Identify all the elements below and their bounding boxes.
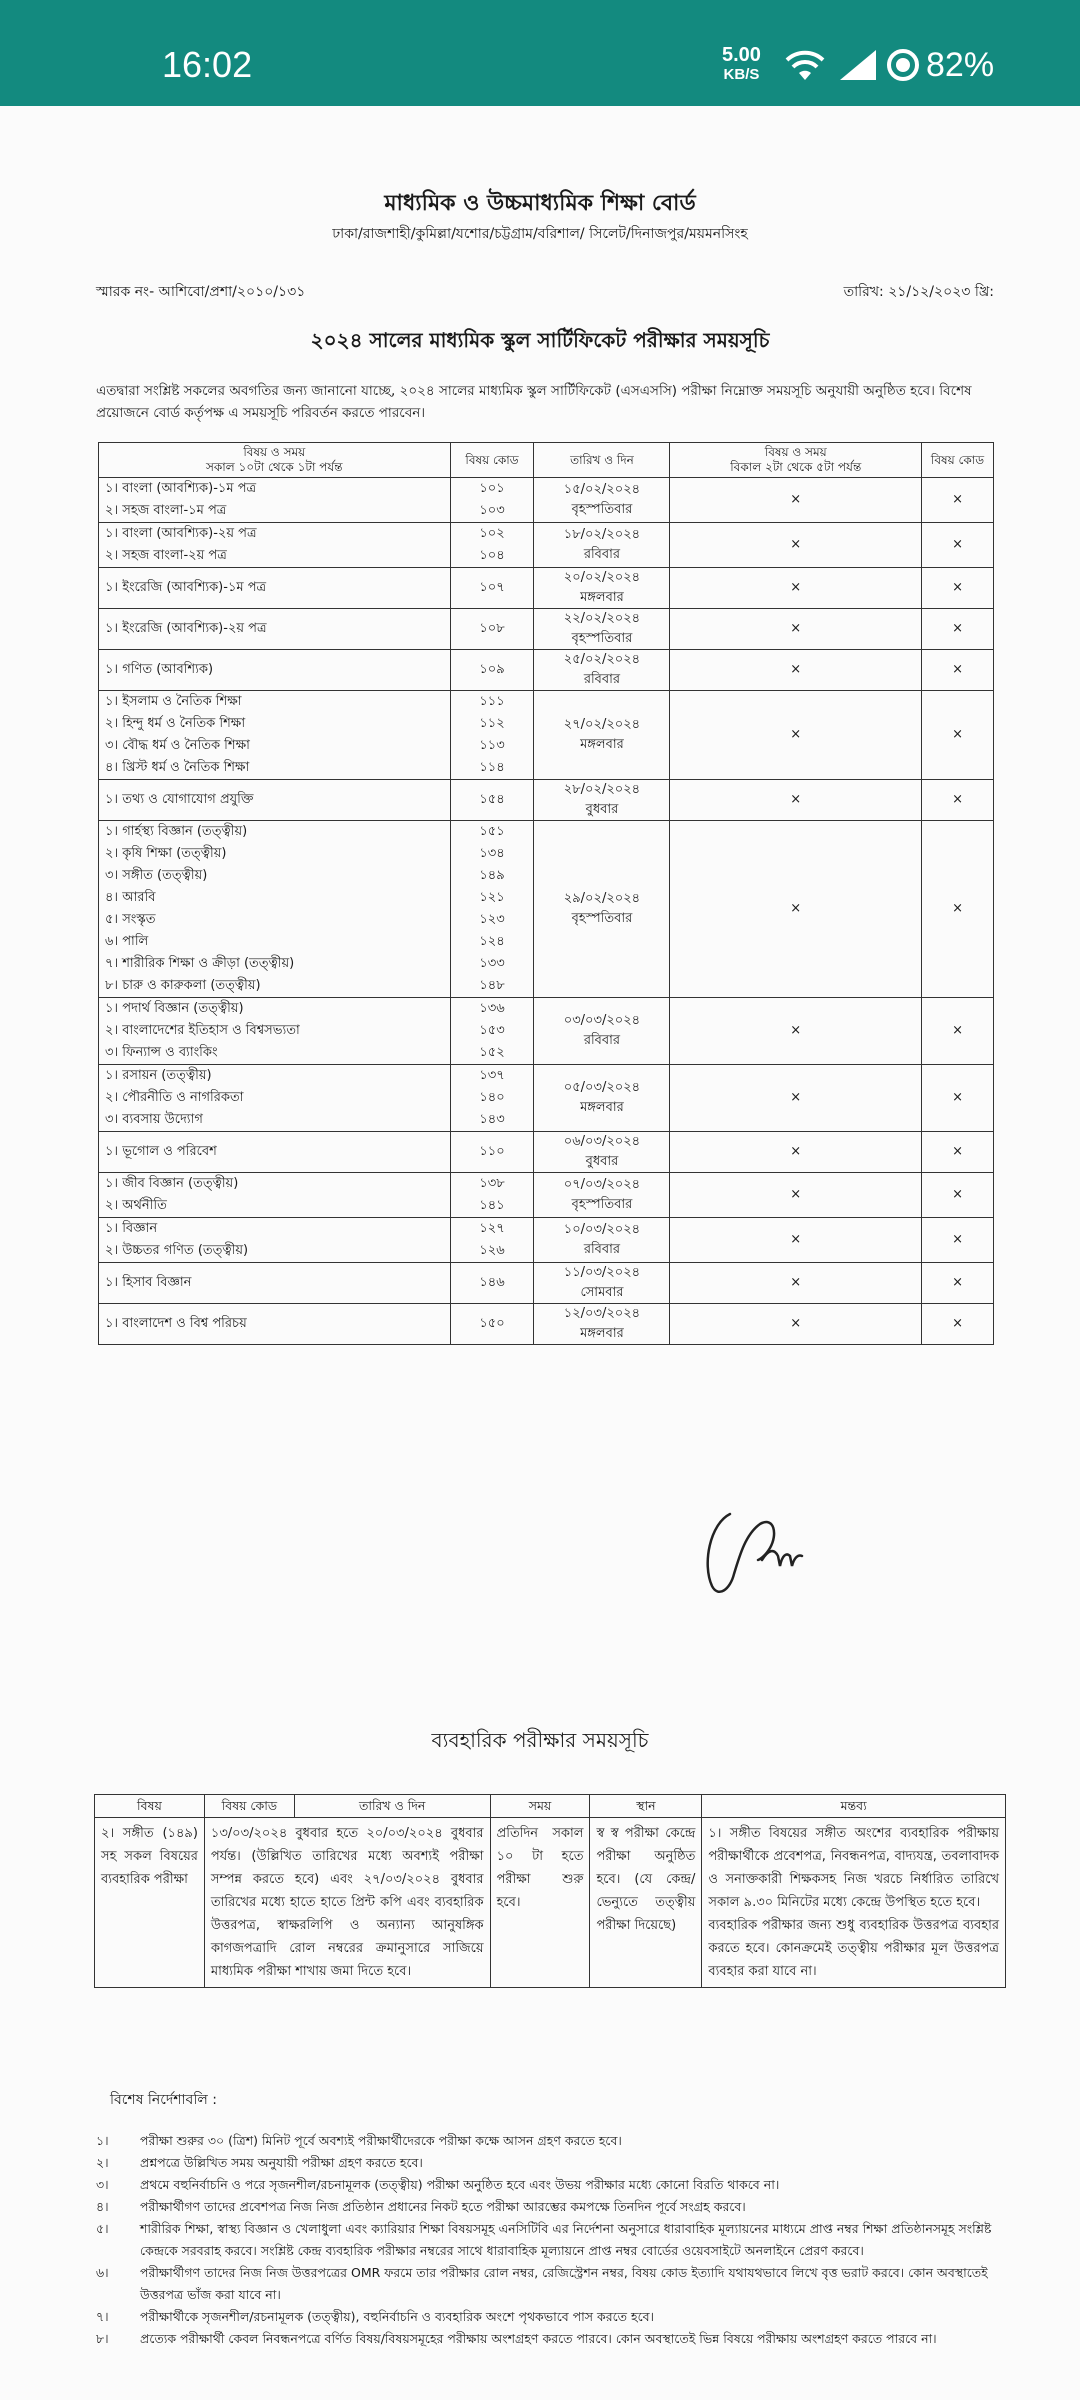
subject-code: ১০৪ (479, 548, 505, 563)
afternoon-subject: × (670, 998, 922, 1065)
schedule-row (99, 1218, 994, 1263)
subject-item: ৩। ফিন্যান্স ও ব্যাংকিং (105, 1045, 218, 1060)
schedule-codes (450, 691, 534, 780)
schedule-row (99, 523, 994, 568)
header-subject-label: বিষয় ও সময় (243, 445, 306, 459)
exam-day: রবিবার (583, 672, 621, 687)
subject-code: ১২৬ (479, 1243, 505, 1258)
practical-remarks-1: ১। সঙ্গীত বিষয়ের সঙ্গীত অংশের ব্যবহারিক পরীক্ষায় পরীক্ষার্থীকে প্রবেশপত্র, নিবন্ধনপত্র, বাদ্যযন্ত্র, তবলাবাদক ও সনাক্তকারী শিক্ষকসহ নিজ খরচে নির্ধারিত তারিখে সকাল ৯.৩০ মিনিটের মধ্যে কেন্দ্রে উপস্থিত হতে হবে। (708, 1826, 999, 1910)
exam-day: বৃহস্পতিবার (571, 1197, 633, 1212)
subject-code: ১০৭ (479, 580, 505, 595)
exam-date: ০৫/০৩/২০২৪ (563, 1080, 641, 1095)
subject-code: ১১১ (479, 694, 505, 709)
afternoon-code: × (922, 1065, 994, 1132)
schedule-row (99, 1263, 994, 1304)
schedule-row (99, 780, 994, 821)
status-bar (0, 0, 1080, 106)
signature (700, 1494, 820, 1604)
afternoon-subject: × (670, 1218, 922, 1263)
subject-item: ২। সহজ বাংলা-১ম পত্র (105, 503, 227, 518)
schedule-subjects (99, 1218, 451, 1263)
subject-code: ১২৩ (479, 912, 505, 927)
practical-time-text: প্রতিদিন সকাল ১০ টা হতে পরীক্ষা শুরু হবে। (490, 1818, 590, 1988)
afternoon-code: × (922, 609, 994, 650)
instruction-number: ৬। (96, 2265, 109, 2280)
subject-item: ১। গার্হস্থ্য বিজ্ঞান (তত্ত্বীয়) (105, 824, 248, 839)
subject-item: ২। পৌরনীতি ও নাগরিকতা (105, 1090, 244, 1105)
network-speed (722, 46, 761, 84)
subject-item: ১। তথ্য ও যোগাযোগ প্রযুক্তি (105, 792, 254, 807)
practical-header-time: সময় (490, 1795, 590, 1818)
subject-item: ২। হিন্দু ধর্ম ও নৈতিক শিক্ষা (105, 716, 246, 731)
subject-code: ১৪৯ (479, 868, 505, 883)
schedule-date-day (534, 821, 670, 998)
subject-code: ১৪০ (479, 1090, 505, 1105)
exam-day: রবিবার (583, 547, 621, 562)
subject-code: ১৩৪ (479, 846, 505, 861)
instruction-item (96, 2196, 1016, 2218)
instruction-number: ৫। (96, 2221, 109, 2236)
schedule-subjects (99, 1304, 451, 1345)
status-time: 16:02 (162, 44, 253, 85)
instruction-item (96, 2306, 1016, 2328)
subject-item: ১। ভূগোল ও পরিবেশ (105, 1144, 217, 1159)
subject-item: ৪। আরবি (105, 890, 156, 905)
schedule-header-row (99, 443, 994, 478)
header-code-pm: বিষয় কোড (922, 443, 994, 478)
schedule-codes (450, 821, 534, 998)
exam-date: ১৮/০২/২০২৪ (563, 527, 641, 542)
subject-item: ১। হিসাব বিজ্ঞান (105, 1275, 192, 1290)
schedule-date-day (534, 478, 670, 523)
header-subject-label-pm: বিষয় ও সময় (764, 445, 827, 459)
exam-date: ১০/০৩/২০২৪ (563, 1222, 641, 1237)
instructions-title: বিশেষ নির্দেশাবলি : (110, 2092, 217, 2108)
subject-item: ৩। বৌদ্ধ ধর্ম ও নৈতিক শিক্ষা (105, 738, 250, 753)
subject-code: ১৪৬ (479, 1275, 505, 1290)
schedule-row (99, 1304, 994, 1345)
subject-item: ১। বিজ্ঞান (105, 1221, 158, 1236)
subject-code: ১৪১ (479, 1198, 505, 1213)
instruction-text: শারীরিক শিক্ষা, স্বাস্থ্য বিজ্ঞান ও খেলাধুলা এবং ক্যারিয়ার শিক্ষা বিষয়সমূহ এনসিটিবি এর নির্দেশনা অনুসারে ধারাবাহিক মূল্যায়নের মাধ্যমে প্রাপ্ত নম্বর শিক্ষা প্রতিষ্ঠানসমূহ সংশ্লিষ্ট কেন্দ্রকে সরবরাহ করবে। সংশ্লিষ্ট কেন্দ্র ব্যবহারিক পরীক্ষার নম্বরের সাথে ধারাবাহিক মূল্যায়নে প্রাপ্ত নম্বর বোর্ডের ওয়েবসাইটে অনলাইনে প্রেরণ করবে। (140, 2221, 992, 2258)
schedule-date-day (534, 650, 670, 691)
subject-code: ১৫০ (479, 1316, 505, 1331)
practical-header-remarks: মন্তব্য (702, 1795, 1006, 1818)
schedule-codes (450, 1065, 534, 1132)
subject-code: ১৩৩ (479, 956, 505, 971)
battery-percent: 82% (926, 46, 995, 84)
header-date-day: তারিখ ও দিন (534, 443, 670, 478)
instruction-number: ৮। (96, 2331, 109, 2346)
network-speed-unit: KB/S (723, 66, 760, 83)
schedule-row (99, 1173, 994, 1218)
schedule-date-day (534, 1173, 670, 1218)
subject-item: ১। ইংরেজি (আবশ্যিক)-২য় পত্র (105, 621, 267, 636)
exam-day: রবিবার (583, 1033, 621, 1048)
subject-item: ১। রসায়ন (তত্ত্বীয়) (105, 1068, 212, 1083)
afternoon-code: × (922, 1218, 994, 1263)
instruction-text: পরীক্ষা শুরুর ৩০ (ত্রিশ) মিনিট পূর্বে অবশ্যই পরীক্ষার্থীদেরকে পরীক্ষা কক্ষে আসন গ্রহণ করতে হবে। (140, 2133, 622, 2148)
schedule-codes (450, 780, 534, 821)
afternoon-code: × (922, 568, 994, 609)
schedule-subjects (99, 821, 451, 998)
afternoon-subject: × (670, 478, 922, 523)
subject-code: ১০৮ (479, 621, 505, 636)
schedule-date-day (534, 1132, 670, 1173)
header-subject-afternoon (670, 443, 922, 478)
subject-code: ১৫৪ (479, 792, 505, 807)
board-cities: ঢাকা/রাজশাহী/কুমিল্লা/যশোর/চট্টগ্রাম/বরিশাল/ সিলেট/দিনাজপুর/ময়মনসিংহ (332, 226, 748, 242)
afternoon-subject: × (670, 691, 922, 780)
subject-code: ১৩৬ (479, 1001, 505, 1016)
exam-date: ০৭/০৩/২০২৪ (563, 1177, 641, 1192)
subject-item: ৩। সঙ্গীত (তত্ত্বীয়) (105, 868, 208, 883)
header-code: বিষয় কোড (450, 443, 534, 478)
subject-code: ১৩৮ (479, 1176, 505, 1191)
schedule-date-day (534, 780, 670, 821)
document-page (0, 106, 1080, 2400)
schedule-date-day (534, 1065, 670, 1132)
afternoon-code: × (922, 821, 994, 998)
afternoon-subject: × (670, 609, 922, 650)
schedule-codes (450, 1263, 534, 1304)
afternoon-subject: × (670, 1263, 922, 1304)
schedule-date-day (534, 691, 670, 780)
schedule-codes (450, 1304, 534, 1345)
schedule-date-day (534, 523, 670, 568)
exam-day: বুধবার (585, 802, 619, 817)
exam-date: ১১/০৩/২০২৪ (563, 1265, 641, 1280)
subject-code: ১১০ (479, 1144, 505, 1159)
subject-item: ১। জীব বিজ্ঞান (তত্ত্বীয়) (105, 1176, 239, 1191)
header-afternoon-time: বিকাল ২টা থেকে ৫টা পর্যন্ত (730, 460, 862, 474)
subject-item: ১। বাংলাদেশ ও বিশ্ব পরিচয় (105, 1316, 247, 1331)
subject-code: ১২৪ (479, 934, 505, 949)
intro-paragraph: এতদ্বারা সংশ্লিষ্ট সকলের অবগতির জন্য জানানো যাচ্ছে, ২০২৪ সালের মাধ্যমিক স্কুল সার্টিফিকেট (এসএসসি) পরীক্ষা নিম্নোক্ত সময়সূচি অনুযায়ী অনুষ্ঠিত হবে। বিশেষ প্রয়োজনে বোর্ড কর্তৃপক্ষ এ সময়সূচি পরিবর্তন করতে পারবেন। (96, 383, 972, 421)
afternoon-subject: × (670, 1173, 922, 1218)
afternoon-subject: × (670, 523, 922, 568)
subject-code: ১৫২ (479, 1045, 505, 1060)
practical-date-text: ১৩/০৩/২০২৪ বুধবার হতে ২০/০৩/২০২৪ বুধবার পর্যন্ত। (উল্লিখিত তারিখের মধ্যে অবশ্যই পরীক্ষা সম্পন্ন করতে হবে) এবং ২৭/০৩/২০২৪ বুধবার তারিখের মধ্যে হাতে হাতে প্রিন্ট কপি এবং ব্যবহারিক উত্তরপত্র, স্বাক্ষরলিপি ও অন্যান্য আনুষঙ্গিক কাগজপত্রাদি রোল নম্বরের ক্রমানুসারে সাজিয়ে মাধ্যমিক পরীক্ষা শাখায় জমা দিতে হবে। (204, 1818, 490, 1988)
subject-code: ১১৩ (479, 738, 505, 753)
schedule-date-day (534, 609, 670, 650)
battery-saver-icon (886, 48, 920, 82)
subject-code: ১৫৩ (479, 1023, 505, 1038)
subject-item: ১। বাংলা (আবশ্যিক)-২য় পত্র (105, 526, 257, 541)
schedule-row (99, 691, 994, 780)
afternoon-code: × (922, 1173, 994, 1218)
schedule-codes (450, 523, 534, 568)
instruction-item (96, 2328, 1016, 2350)
schedule-subjects (99, 691, 451, 780)
practical-header-code: বিষয় কোড (204, 1795, 294, 1818)
instruction-item (96, 2174, 1016, 2196)
schedule-row (99, 821, 994, 998)
afternoon-subject: × (670, 1065, 922, 1132)
instruction-item (96, 2218, 1016, 2262)
practical-header-place: স্থান (590, 1795, 702, 1818)
exam-date: ১২/০৩/২০২৪ (563, 1306, 641, 1321)
exam-date: ১৫/০২/২০২৪ (563, 482, 641, 497)
exam-day: রবিবার (583, 1242, 621, 1257)
subject-item: ২। কৃষি শিক্ষা (তত্ত্বীয়) (105, 846, 227, 861)
exam-day: বুধবার (585, 1154, 619, 1169)
subject-code: ১২৭ (479, 1221, 505, 1236)
instruction-item (96, 2130, 1016, 2152)
exam-date: ০৬/০৩/২০২৪ (563, 1134, 641, 1149)
schedule-subjects (99, 568, 451, 609)
schedule-codes (450, 650, 534, 691)
practical-header-subject: বিষয় (95, 1795, 205, 1818)
subject-code: ১০৩ (479, 503, 505, 518)
exam-day: মঙ্গলবার (580, 737, 624, 752)
subject-code: ১০২ (479, 526, 505, 541)
practical-row (95, 1818, 1006, 1988)
board-name: মাধ্যমিক ও উচ্চমাধ্যমিক শিক্ষা বোর্ড (384, 191, 696, 216)
instruction-text: পরীক্ষার্থীগণ তাদের প্রবেশপত্র নিজ নিজ প্রতিষ্ঠান প্রধানের নিকট হতে পরীক্ষা আরম্ভের কমপক্ষে তিনদিন পূর্বে সংগ্রহ করবে। (140, 2199, 746, 2214)
afternoon-code: × (922, 1132, 994, 1173)
afternoon-code: × (922, 478, 994, 523)
instruction-number: ২। (96, 2155, 109, 2170)
header-morning-time: সকাল ১০টা থেকে ১টা পর্যন্ত (205, 460, 343, 474)
schedule-row (99, 650, 994, 691)
schedule-row (99, 1065, 994, 1132)
schedule-subjects (99, 523, 451, 568)
schedule-subjects (99, 1065, 451, 1132)
afternoon-subject: × (670, 1304, 922, 1345)
practical-remarks-2: ব্যবহারিক পরীক্ষার জন্য শুধু ব্যবহারিক উত্তরপত্র ব্যবহার করতে হবে। কোনক্রমেই তত্ত্বীয় পরীক্ষার মূল উত্তরপত্র ব্যবহার করা যাবে না। (708, 1918, 999, 1979)
wifi-icon (782, 48, 828, 82)
subject-item: ১। ইসলাম ও নৈতিক শিক্ষা (105, 694, 242, 709)
instruction-item (96, 2152, 1016, 2174)
subject-code: ১৩৭ (479, 1068, 505, 1083)
instruction-number: ৪। (96, 2199, 109, 2214)
schedule-subjects (99, 1263, 451, 1304)
exam-day: মঙ্গলবার (580, 1100, 624, 1115)
practical-header-row (95, 1795, 1006, 1818)
instruction-item (96, 2262, 1016, 2306)
exam-date: ২২/০২/২০২৪ (563, 611, 641, 626)
schedule-date-day (534, 568, 670, 609)
subject-code: ১১২ (479, 716, 505, 731)
schedule-subjects (99, 1132, 451, 1173)
subject-item: ৭। শারীরিক শিক্ষা ও ক্রীড়া (তত্ত্বীয়) (105, 956, 295, 971)
schedule-codes (450, 568, 534, 609)
signal-icon (838, 48, 878, 82)
instruction-text: পরীক্ষার্থীকে সৃজনশীল/রচনামূলক (তত্ত্বীয়), বহুনির্বাচনি ও ব্যবহারিক অংশে পৃথকভাবে পাস করতে হবে। (140, 2309, 655, 2324)
practical-remarks (702, 1818, 1006, 1988)
schedule-subjects (99, 998, 451, 1065)
schedule-codes (450, 478, 534, 523)
schedule-codes (450, 1173, 534, 1218)
afternoon-code: × (922, 650, 994, 691)
practical-place-text: স্ব স্ব পরীক্ষা কেন্দ্রে পরীক্ষা অনুষ্ঠিত হবে। (যে কেন্দ্র/ ভেন্যুতে তত্ত্বীয় পরীক্ষা দিয়েছে) (590, 1818, 702, 1988)
exam-date: ২৮/০২/২০২৪ (563, 782, 641, 797)
schedule-codes (450, 609, 534, 650)
afternoon-subject: × (670, 650, 922, 691)
instructions-list (96, 2130, 1016, 2350)
instruction-text: প্রশ্নপত্রে উল্লিখিত সময় অনুযায়ী পরীক্ষা গ্রহণ করতে হবে। (140, 2155, 423, 2170)
subject-code: ১১৪ (479, 760, 505, 775)
afternoon-subject: × (670, 1132, 922, 1173)
schedule-codes (450, 1218, 534, 1263)
subject-item: ৩। ব্যবসায় উদ্যোগ (105, 1112, 203, 1127)
subject-code: ১৪৮ (479, 978, 505, 993)
afternoon-subject: × (670, 821, 922, 998)
schedule-row (99, 998, 994, 1065)
header-subject-morning (99, 443, 451, 478)
schedule-date-day (534, 998, 670, 1065)
subject-item: ২। অর্থনীতি (105, 1198, 167, 1213)
subject-code: ১৫১ (479, 824, 505, 839)
exam-day: বৃহস্পতিবার (571, 631, 633, 646)
afternoon-subject: × (670, 780, 922, 821)
afternoon-code: × (922, 1263, 994, 1304)
schedule-row (99, 568, 994, 609)
instruction-number: ৭। (96, 2309, 109, 2324)
exam-day: সোমবার (580, 1285, 624, 1300)
exam-schedule-table (98, 442, 994, 1345)
practical-header-date: তারিখ ও দিন (294, 1795, 490, 1818)
schedule-codes (450, 1132, 534, 1173)
issue-date: তারিখ: ২১/১২/২০২৩ খ্রি: (843, 284, 994, 300)
afternoon-code: × (922, 998, 994, 1065)
schedule-row (99, 478, 994, 523)
exam-date: ২৫/০২/২০২৪ (563, 652, 641, 667)
subject-code: ১৪৩ (479, 1112, 505, 1127)
exam-day: মঙ্গলবার (580, 1326, 624, 1341)
subject-item: ১। ইংরেজি (আবশ্যিক)-১ম পত্র (105, 580, 267, 595)
practical-title: ব্যবহারিক পরীক্ষার সময়সূচি (431, 1728, 649, 1752)
afternoon-code: × (922, 523, 994, 568)
schedule-subjects (99, 478, 451, 523)
exam-date: ২৯/০২/২০২৪ (563, 891, 641, 906)
schedule-date-day (534, 1304, 670, 1345)
schedule-date-day (534, 1263, 670, 1304)
subject-code: ১০৯ (479, 662, 505, 677)
schedule-subjects (99, 780, 451, 821)
schedule-subjects (99, 650, 451, 691)
schedule-subjects (99, 1173, 451, 1218)
afternoon-code: × (922, 1304, 994, 1345)
instruction-text: প্রথমে বহুনির্বাচনি ও পরে সৃজনশীল/রচনামূলক (তত্ত্বীয়) পরীক্ষা অনুষ্ঠিত হবে এবং উভয় পরীক্ষার মধ্যে কোনো বিরতি থাকবে না। (140, 2177, 780, 2192)
subject-item: ৫। সংস্কৃত (105, 912, 156, 927)
schedule-codes (450, 998, 534, 1065)
subject-item: ২। বাংলাদেশের ইতিহাস ও বিশ্বসভ্যতা (105, 1023, 300, 1038)
exam-day: বৃহস্পতিবার (571, 502, 633, 517)
exam-day: বৃহস্পতিবার (571, 911, 633, 926)
subject-item: ২। সহজ বাংলা-২য় পত্র (105, 548, 227, 563)
schedule-row (99, 1132, 994, 1173)
exam-date: ০৩/০৩/২০২৪ (563, 1013, 641, 1028)
schedule-subjects (99, 609, 451, 650)
practical-schedule-table (94, 1794, 1006, 1988)
subject-item: ৪। খ্রিস্ট ধর্ম ও নৈতিক শিক্ষা (105, 760, 250, 775)
schedule-date-day (534, 1218, 670, 1263)
subject-item: ১। বাংলা (আবশ্যিক)-১ম পত্র (105, 481, 257, 496)
practical-subject: ২। সঙ্গীত (১৪৯) সহ সকল বিষয়ের ব্যবহারিক পরীক্ষা (95, 1818, 205, 1988)
memo-number: স্মারক নং- আশিবো/প্রশা/২০১০/১৩১ (96, 284, 306, 300)
subject-item: ২। উচ্চতর গণিত (তত্ত্বীয়) (105, 1243, 249, 1258)
instruction-number: ১। (96, 2133, 109, 2148)
subject-item: ৮। চারু ও কারুকলা (তত্ত্বীয়) (105, 978, 261, 993)
subject-code: ১০১ (479, 481, 505, 496)
subject-item: ৬। পালি (105, 934, 149, 949)
exam-date: ২৭/০২/২০২৪ (563, 717, 641, 732)
subject-item: ১। পদার্থ বিজ্ঞান (তত্ত্বীয়) (105, 1001, 244, 1016)
instruction-number: ৩। (96, 2177, 109, 2192)
exam-date: ২০/০২/২০২৪ (563, 570, 641, 585)
instruction-text: প্রত্যেক পরীক্ষার্থী কেবল নিবন্ধনপত্রে বর্ণিত বিষয়/বিষয়সমূহের পরীক্ষায় অংশগ্রহণ করতে পারবে। কোন অবস্থাতেই ভিন্ন বিষয়ে পরীক্ষায় অংশগ্রহণ করতে পারবে না। (140, 2331, 937, 2346)
subject-item: ১। গণিত (আবশ্যিক) (105, 662, 214, 677)
afternoon-subject: × (670, 568, 922, 609)
afternoon-code: × (922, 691, 994, 780)
afternoon-code: × (922, 780, 994, 821)
schedule-title: ২০২৪ সালের মাধ্যমিক স্কুল সার্টিফিকেট পরীক্ষার সময়সূচি (310, 328, 770, 352)
network-speed-value: 5.00 (722, 44, 761, 66)
subject-code: ১২১ (479, 890, 505, 905)
instruction-text: পরীক্ষার্থীগণ তাদের নিজ নিজ উত্তরপত্রের OMR ফরমে তার পরীক্ষার রোল নম্বর, রেজিস্ট্রেশন নম্বর, বিষয় কোড ইত্যাদি যথাযথভাবে লিখে বৃত্ত ভরাট করবে। কোন অবস্থাতেই উত্তরপত্র ভাঁজ করা যাবে না। (140, 2265, 988, 2302)
exam-day: মঙ্গলবার (580, 590, 624, 605)
schedule-row (99, 609, 994, 650)
